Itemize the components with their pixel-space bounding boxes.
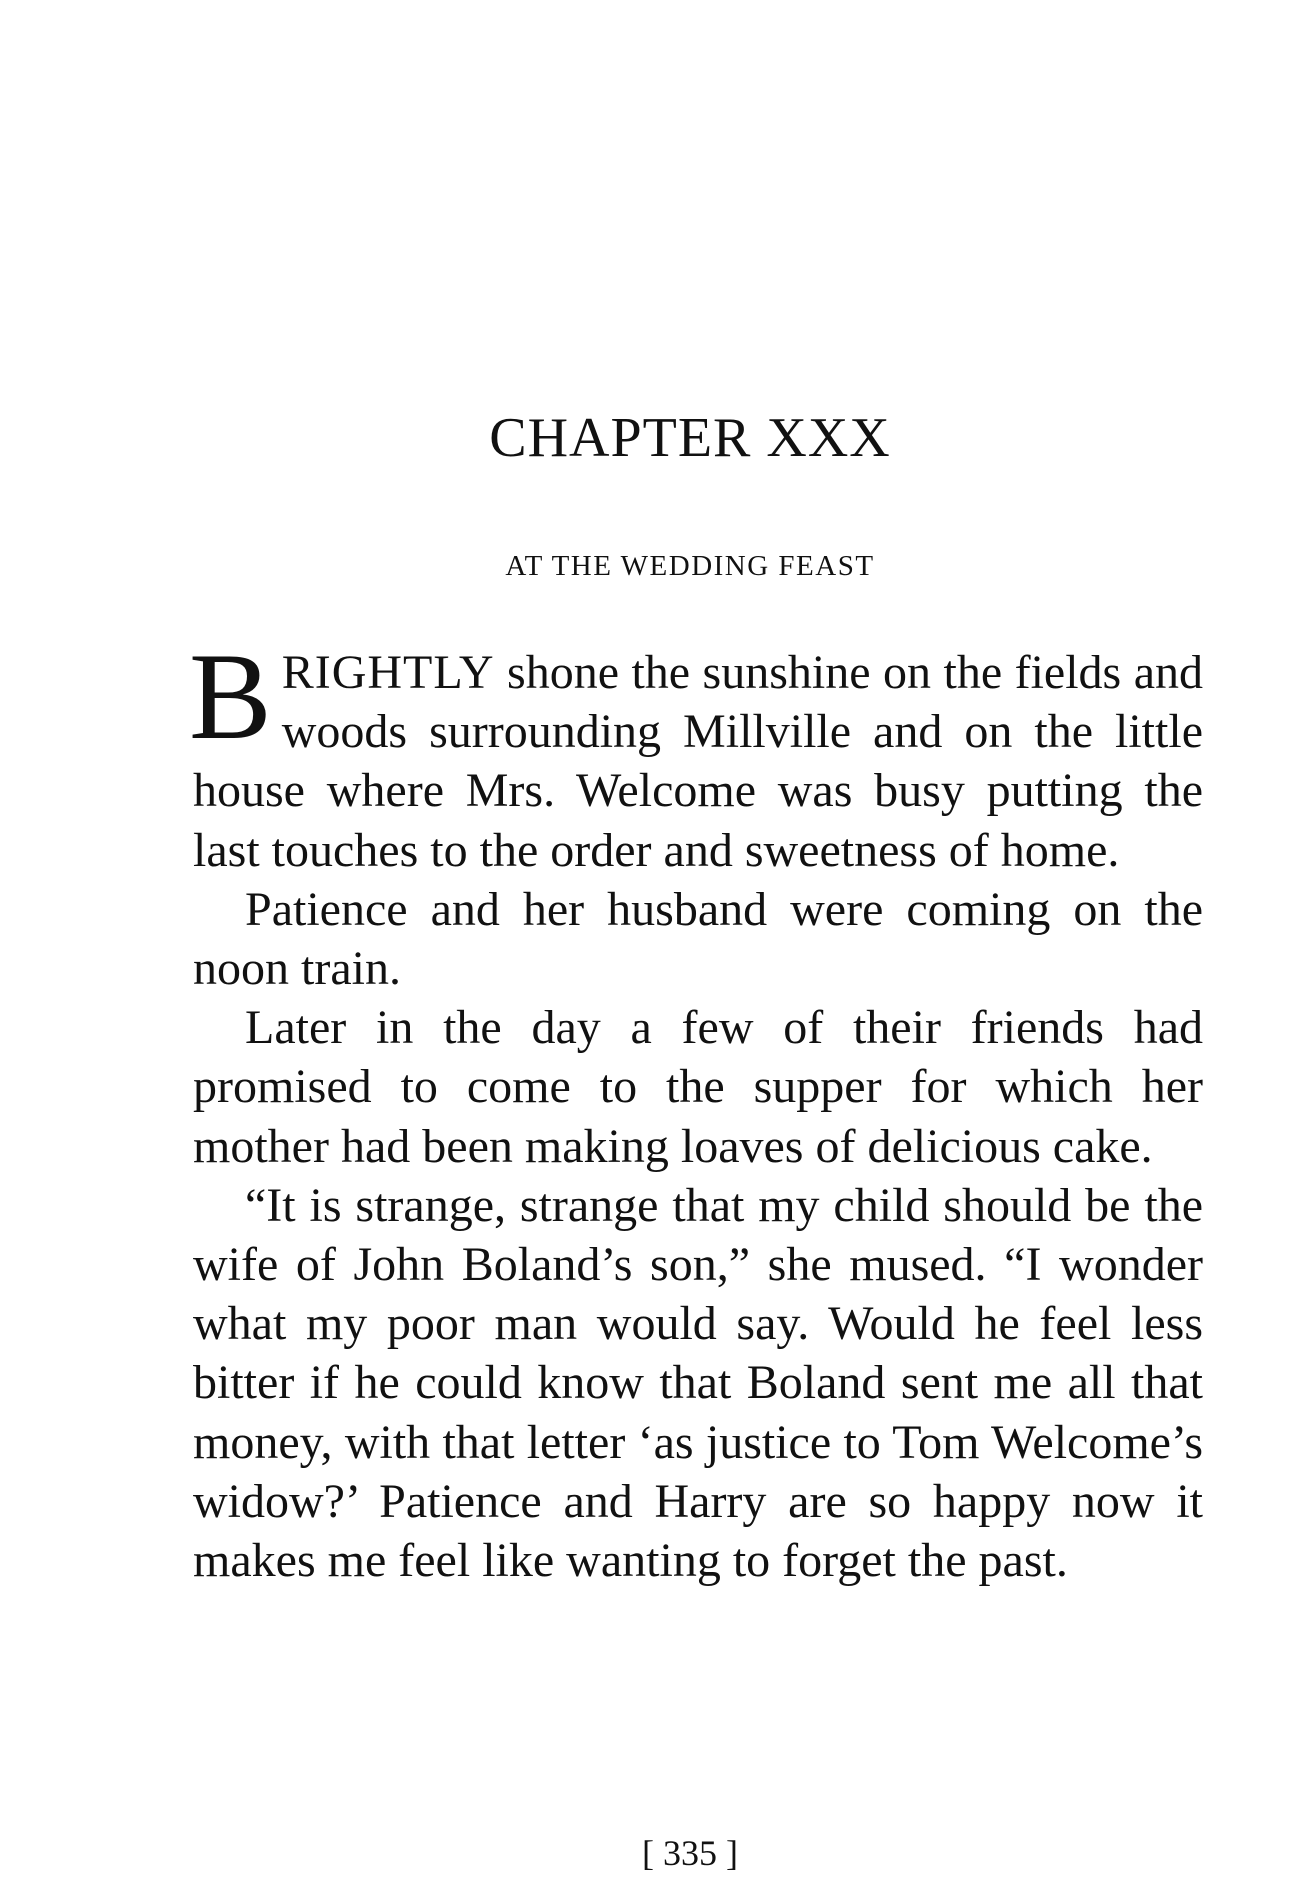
paragraph: “It is strange, strange that my child should be the wife of John Boland’s son,” she mused. “I wonder what my poor man would say. Would he feel less bitter if he could know that Boland sent me all that money, with that letter ‘as justice to Tom Welcome’s widow?’ Patience and Harry are so happy now it makes me feel like wanting to forget the past. [193,1178,1203,1588]
body-text [189,628,1203,1590]
chapter-subtitle: AT THE WEDDING FEAST [505,550,875,582]
chapter-title: CHAPTER XXX [489,407,891,469]
opening-paragraph [189,628,1203,880]
opening-text: shone the sunshine on the fields and woods surrounding Millville and on the little house where Mrs. Welcome was busy putting the last touches to the order and sweetness of home. [193,646,1203,877]
page-number: [ 335 ] [642,1833,738,1873]
paragraph: Later in the day a few of their friends had promised to come to the supper for which her mother had been making loaves of delicious cake. [193,1001,1203,1173]
drop-cap: B [189,628,272,765]
paragraph: Patience and her husband were coming on the noon train. [193,882,1203,996]
opening-small-caps: RIGHTLY [281,646,495,699]
